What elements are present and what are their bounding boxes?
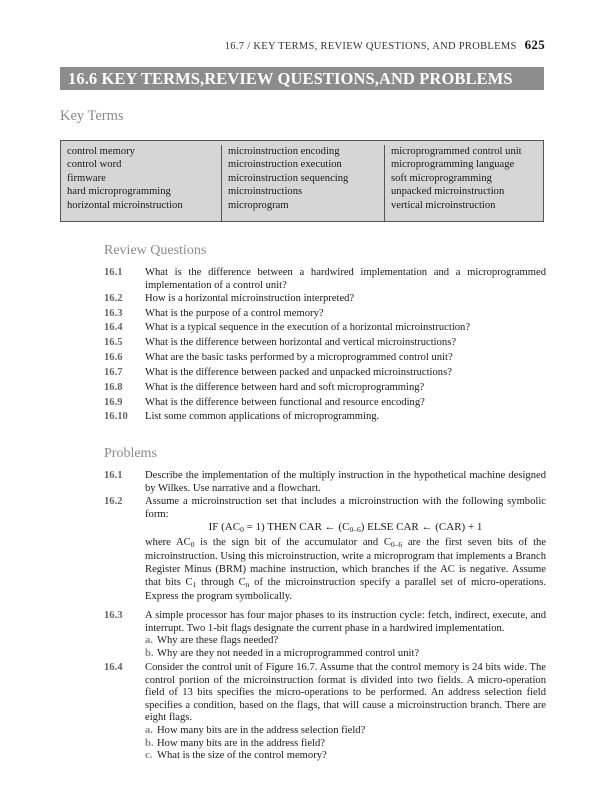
- review-question: [104, 308, 546, 321]
- key-term: horizontal microinstruction: [67, 199, 183, 211]
- key-terms-column-3: [385, 145, 544, 221]
- question-text: What is the difference between a hardwired implementation and a microprogrammed implementation of a control unit?: [145, 267, 546, 291]
- question-text: What are the basic tasks performed by a microprogrammed control unit?: [145, 352, 453, 363]
- problem-text: A simple processor has four major phases to its instruction cycle: fetch, indirect, execute, and interrupt. Two 1-bit flags designate the current phase in a hardwired implementation.: [145, 610, 546, 634]
- sub-question: b. Why are they not needed in a microprogrammed control unit?: [145, 647, 420, 659]
- review-question: [104, 337, 546, 350]
- key-term: vertical microinstruction: [391, 199, 496, 211]
- key-term: microinstructions: [228, 186, 303, 198]
- page-number: 625: [524, 37, 545, 52]
- problem-number: 16.4: [104, 662, 123, 673]
- review-question: [104, 397, 546, 410]
- problem-number: 16.1: [104, 470, 123, 481]
- key-term: microinstruction execution: [228, 159, 342, 171]
- review-question: [104, 293, 546, 306]
- problem-text: Assume a microinstruction set that includes a microinstruction with the following symbolic form:: [145, 496, 546, 520]
- section-title-bar: [60, 67, 544, 90]
- problem: [104, 610, 546, 660]
- review-question: [104, 411, 546, 424]
- question-number: 16.5: [104, 337, 123, 348]
- formula: IF $(AC_0 = 1)$ THEN CAR ← $(C_{0-6})$ ELSE CAR ← (CAR) + 1: [208, 521, 483, 535]
- key-term: hard microprogramming: [67, 186, 171, 198]
- key-term: microinstruction encoding: [228, 146, 340, 157]
- question-text: What is the difference between functional and resource encoding?: [145, 397, 425, 408]
- problems-heading: Problems: [104, 446, 157, 461]
- question-number: 16.7: [104, 367, 123, 378]
- question-number: 16.6: [104, 352, 123, 363]
- key-term: microprogrammed control unit: [391, 146, 522, 157]
- question-text: What is the difference between hard and soft microprogramming?: [145, 382, 425, 393]
- problem-text: where $AC_0$ is the sign bit of the accumulator and $C_{0-6}$ are the first seven bits of the microinstruction. Using this microinstruction, write a microprogram that implements a Branch Register Minus (BRM) machine instruction, which branches if the AC is negative. Assume that bits $C_1$ through $C_n$ of the microinstruction specify a parallel set of micro-operations. Express the program symbolically.: [145, 536, 547, 603]
- question-text: What is the difference between packed and unpacked microinstructions?: [145, 367, 452, 378]
- sub-question: a. How many bits are in the address selection field?: [145, 724, 366, 736]
- key-terms-box: [60, 140, 544, 222]
- question-number: 16.3: [104, 308, 123, 319]
- key-terms-column-2: [222, 145, 385, 221]
- key-term: control memory: [67, 146, 135, 157]
- question-number: 16.1: [104, 267, 123, 278]
- problem: [104, 662, 546, 763]
- question-text: What is the difference between horizontal and vertical microinstructions?: [145, 337, 457, 348]
- question-text: What is a typical sequence in the execution of a horizontal microinstruction?: [145, 322, 471, 333]
- review-question: [104, 367, 546, 380]
- key-terms-column-1: [61, 145, 222, 221]
- key-term: microinstruction sequencing: [228, 172, 349, 184]
- question-number: 16.9: [104, 397, 123, 408]
- key-term: control word: [67, 159, 122, 171]
- key-terms-heading: Key Terms: [60, 108, 124, 124]
- problem: [104, 496, 546, 604]
- review-questions-heading: Review Questions: [104, 243, 207, 258]
- question-number: 16.10: [104, 411, 128, 422]
- problem-text: Consider the control unit of Figure 16.7. Assume that the control memory is 24 bits wide. The control portion of the microinstruction format is divided into two fields. A micro-operation field of 13 bits specifies the micro-operations to be performed. An address selection field specifies a condition, based on the flags, that will cause a microinstruction branch. There are eight flags.: [145, 662, 546, 724]
- question-text: How is a horizontal microinstruction interpreted?: [145, 293, 355, 304]
- question-text: What is the purpose of a control memory?: [145, 308, 324, 319]
- key-term: firmware: [67, 172, 106, 184]
- question-number: 16.2: [104, 293, 123, 304]
- problem-number: 16.3: [104, 610, 123, 621]
- key-term: unpacked microinstruction: [391, 186, 505, 198]
- key-term: microprogramming language: [391, 159, 515, 171]
- sub-question: c. What is the size of the control memory?: [145, 750, 327, 762]
- key-term: soft microprogramming: [391, 172, 492, 184]
- review-question: [104, 267, 546, 292]
- sub-question: b. How many bits are in the address field?: [145, 737, 325, 749]
- review-question: [104, 382, 546, 395]
- problem-text: Describe the implementation of the multiply instruction in the hypothetical machine designed by Wilkes. Use narrative and a flowchart.: [145, 470, 546, 494]
- section-title: 16.6 KEY TERMS,REVIEW QUESTIONS,AND PROBLEMS: [68, 69, 513, 88]
- question-text: List some common applications of microprogramming.: [145, 411, 380, 422]
- question-number: 16.8: [104, 382, 123, 393]
- running-head: [0, 37, 545, 53]
- question-number: 16.4: [104, 322, 123, 333]
- key-term: microprogram: [228, 199, 289, 211]
- running-title: 16.7 / KEY TERMS, REVIEW QUESTIONS, AND PROBLEMS: [224, 41, 517, 52]
- review-question: [104, 352, 546, 365]
- sub-question: a. Why are these flags needed?: [145, 635, 279, 647]
- review-question: [104, 322, 546, 335]
- problem: [104, 470, 546, 495]
- problem-number: 16.2: [104, 496, 123, 507]
